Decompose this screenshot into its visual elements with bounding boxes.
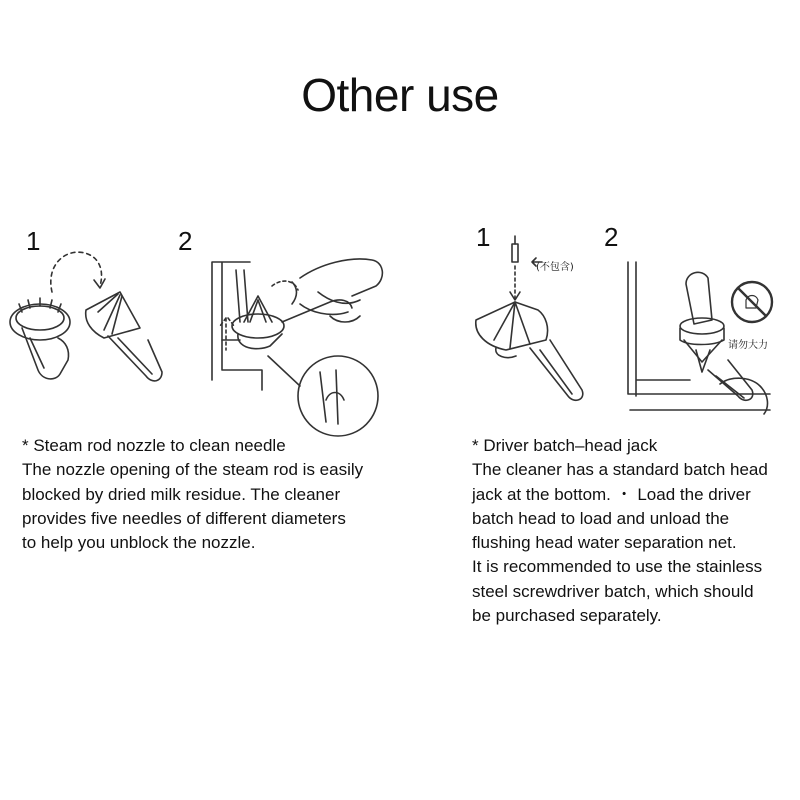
right-line-8: be purchased separately.: [472, 606, 662, 626]
left-line-4: provides five needles of different diameters: [22, 508, 346, 528]
no-force-label: 请勿大力: [728, 340, 768, 351]
nozzle-needle-drawing: [0, 200, 400, 430]
left-description: [22, 434, 363, 555]
left-step-2-number: 2: [178, 226, 193, 256]
right-step-2-number: 2: [604, 222, 619, 252]
right-description: [472, 434, 768, 628]
driver-jack-drawing: [450, 200, 790, 420]
right-line-4: batch head to load and unload the: [472, 508, 730, 528]
right-line-5: flushing head water separation net.: [472, 533, 737, 553]
left-step-1-number: 1: [26, 226, 41, 256]
right-step-1-number: 1: [476, 222, 491, 252]
right-line-7: steel screwdriver batch, which should: [472, 581, 754, 601]
left-line-2: The nozzle opening of the steam rod is easily: [22, 460, 364, 480]
left-line-1: * Steam rod nozzle to clean needle: [22, 436, 286, 455]
left-line-3: blocked by dried milk residue. The cleaner: [22, 484, 341, 504]
right-line-2: The cleaner has a standard batch head: [472, 460, 768, 480]
left-line-5: to help you unblock the nozzle.: [22, 533, 256, 553]
page-title: Other use: [301, 69, 499, 121]
not-included-label: (不包含): [536, 262, 574, 273]
right-line-6: It is recommended to use the stainless: [472, 557, 763, 577]
right-line-1: * Driver batch–head jack: [472, 436, 658, 455]
right-line-3: jack at the bottom. ・ Load the driver: [472, 484, 751, 504]
